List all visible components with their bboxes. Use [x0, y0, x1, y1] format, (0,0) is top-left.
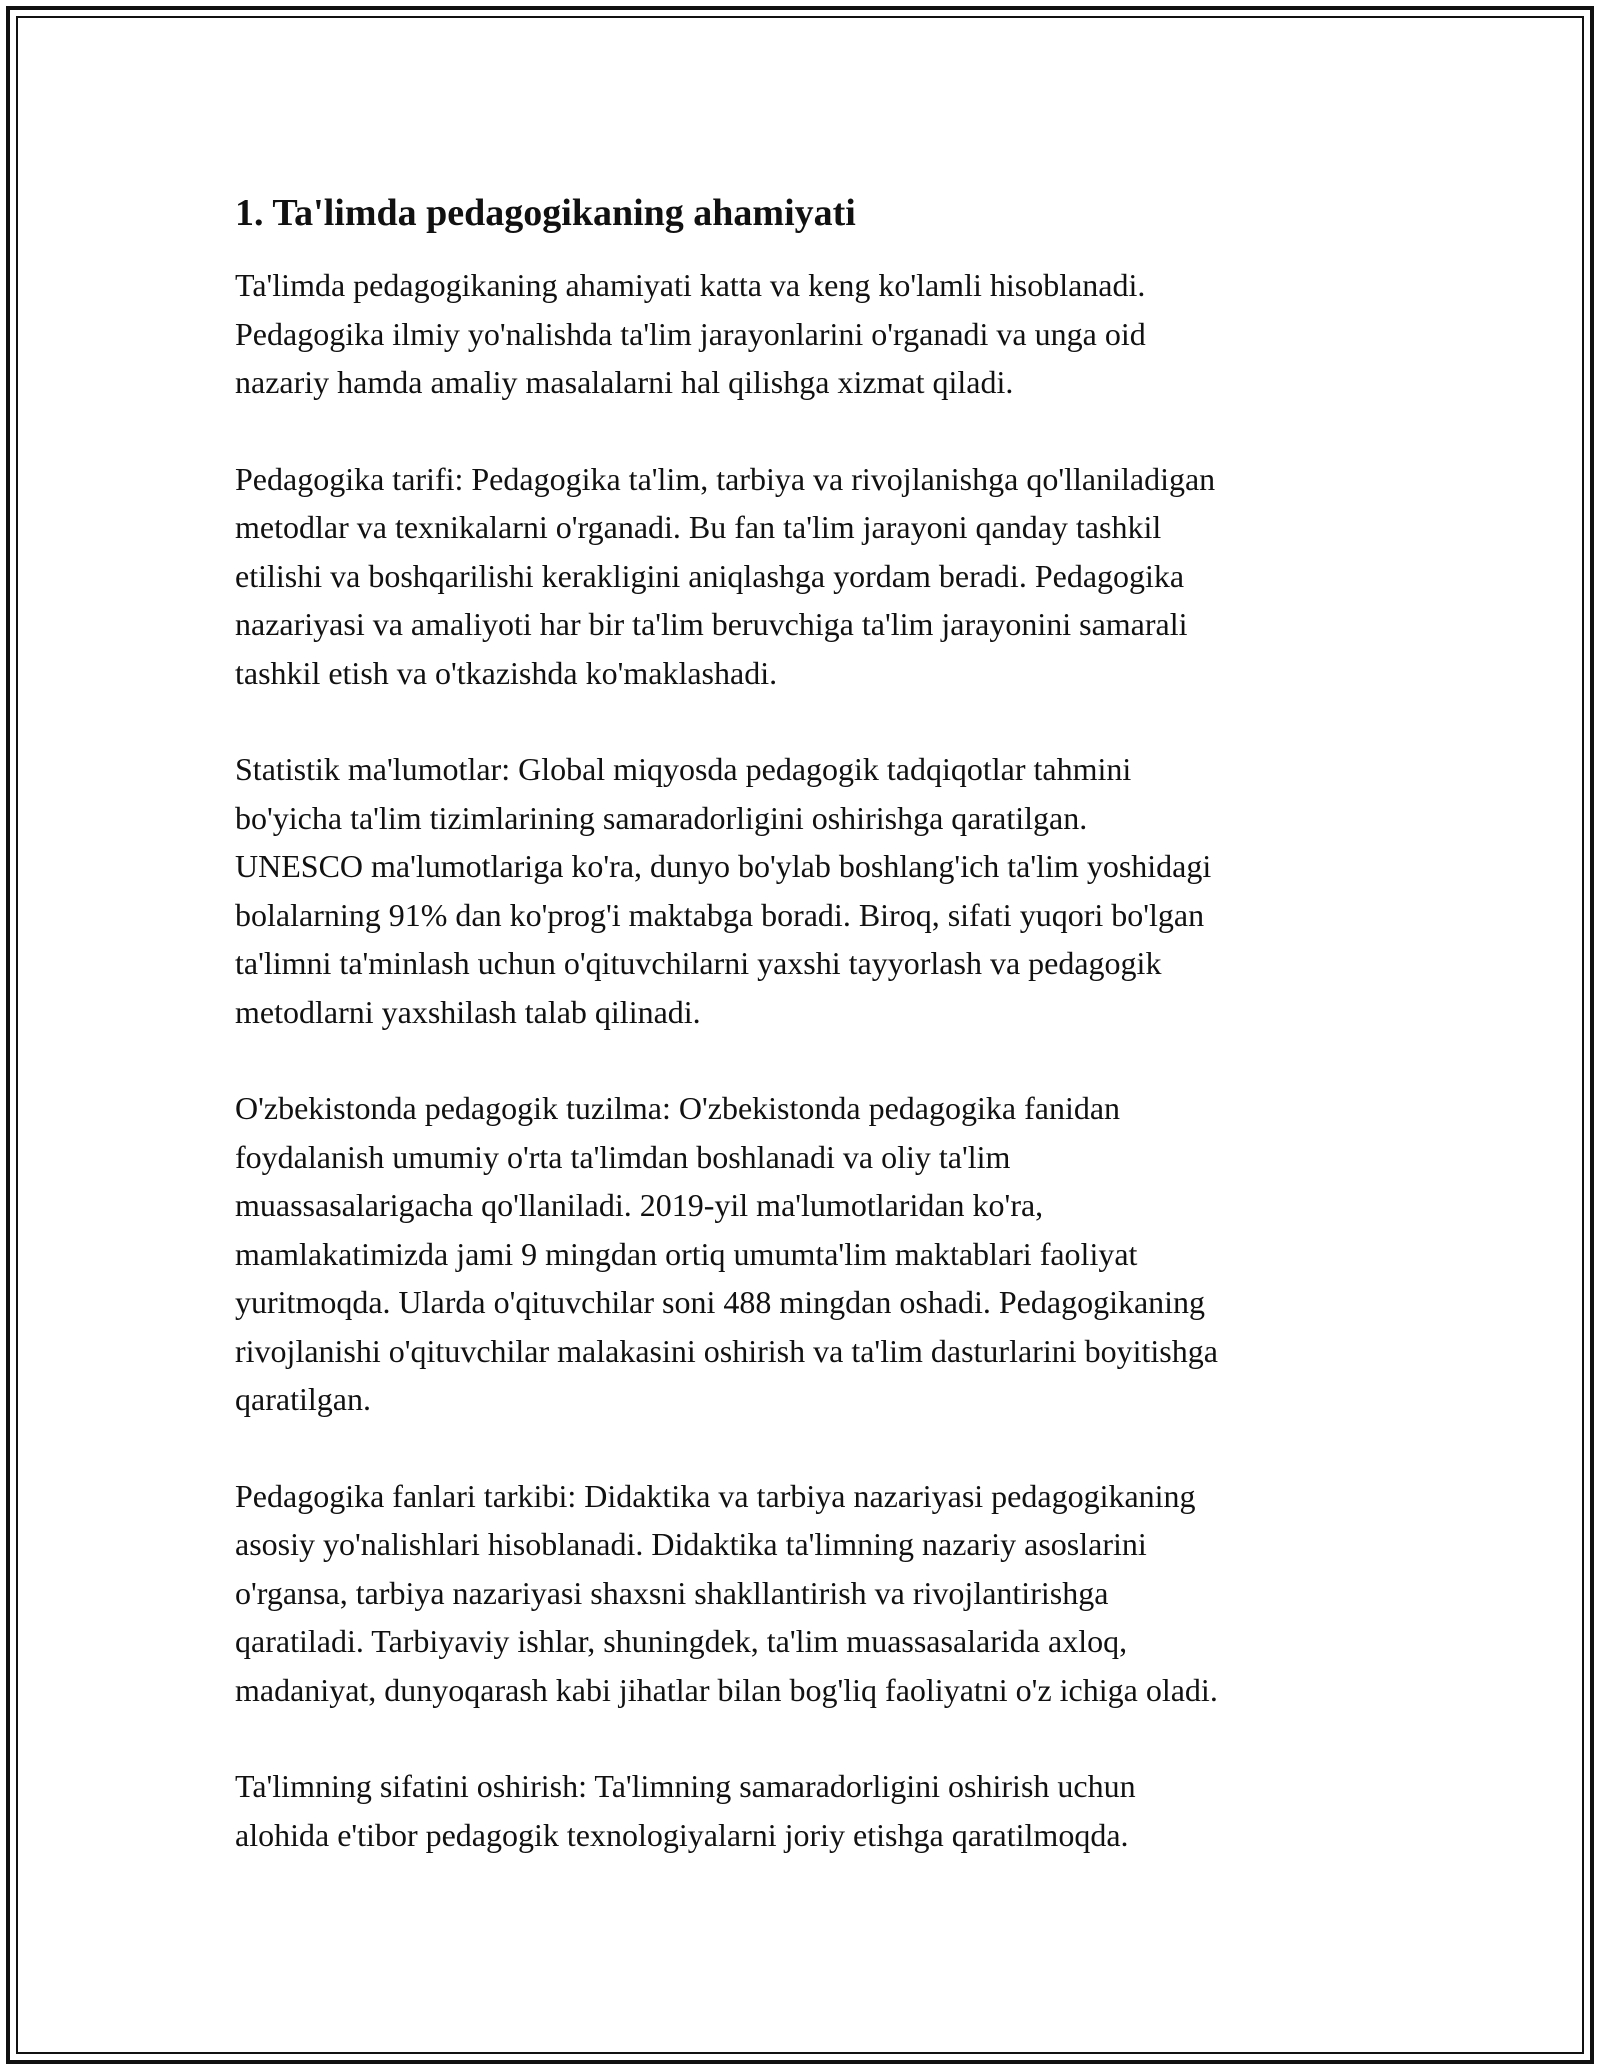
paragraph-uzbekistan: O'zbekistonda pedagogik tuzilma: O'zbekistonda pedagogika fanidan foydalanish umumiy o'rta ta'limdan boshlanadi va oliy ta'lim muassasalarigacha qo'llaniladi. 2019-yil ma'lumotlaridan ko'ra, mamlakatimizda jami 9 mingdan ortiq umumta'lim maktablari faoliyat yuritmoqda. Ularda o'qituvchilar soni 488 mingdan oshadi. Pedagogikaning rivojlanishi o'qituvchilar malakasini oshirish va ta'lim dasturlarini boyitishga qaratilgan.: [235, 1090, 1218, 1417]
paragraph-structure: Pedagogika fanlari tarkibi: Didaktika va tarbiya nazariyasi pedagogikaning asosiy yo'nalishlari hisoblanadi. Didaktika ta'limning nazariy asoslarini o'rgansa, tarbiya nazariyasi shaxsni shakllantirish va rivojlantirishga qaratiladi. Tarbiyaviy ishlar, shuningdek, ta'lim muassasalarida axloq, madaniyat, dunyoqarash kabi jihatlar bilan bog'liq faoliyatni o'z ichiga oladi.: [235, 1477, 1218, 1708]
document-body: [235, 185, 1375, 1907]
paragraph-statistics: Statistik ma'lumotlar: Global miqyosda pedagogik tadqiqotlar tahmini bo'yicha ta'lim tizimlarining samaradorligini oshirishga qaratilgan. UNESCO ma'lumotlariga ko'ra, dunyo bo'ylab boshlang'ich ta'lim yoshidagi bolalarning 91% dan ko'prog'i maktabga boradi. Biroq, sifati yuqori bo'lgan ta'limni ta'minlash uchun o'qituvchilarni yaxshi tayyorlash va pedagogik metodlarni yaxshilash talab qilinadi.: [235, 751, 1212, 1030]
paragraph-definition: Pedagogika tarifi: Pedagogika ta'lim, tarbiya va rivojlanishga qo'llaniladigan metodlar va texnikalarni o'rganadi. Bu fan ta'lim jarayoni qanday tashkil etilishi va boshqarilishi kerakligini aniqlashga yordam beradi. Pedagogika nazariyasi va amaliyoti har bir ta'lim beruvchiga ta'lim jarayonini samarali tashkil etish va o'tkazishda ko'maklashadi.: [235, 460, 1216, 691]
paragraph-intro: Ta'limda pedagogikaning ahamiyati katta va keng ko'lamli hisoblanadi. Pedagogika ilmiy yo'nalishda ta'lim jarayonlarini o'rganadi va unga oid nazariy hamda amaliy masalalarni hal qilishga xizmat qiladi.: [235, 267, 1146, 400]
page-title: 1. Ta'limda pedagogikaning ahamiyati: [235, 192, 856, 234]
paragraph-quality: Ta'limning sifatini oshirish: Ta'limning samaradorligini oshirish uchun alohida e'tibor pedagogik texnologiyalarni joriy etishga qaratilmoqda.: [235, 1768, 1136, 1853]
